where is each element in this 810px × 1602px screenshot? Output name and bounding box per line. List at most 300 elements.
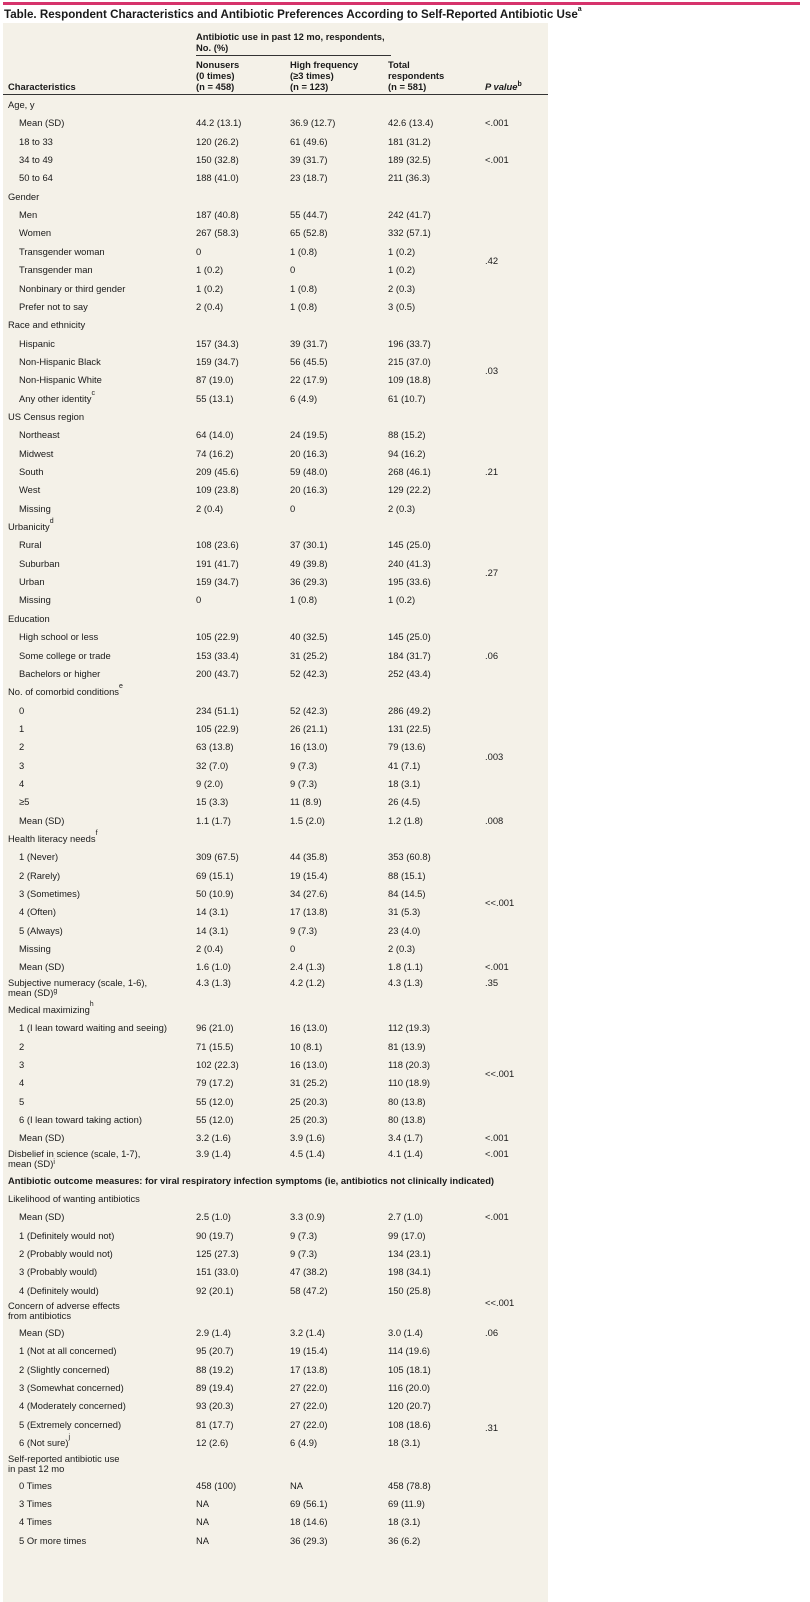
row-label: Missing bbox=[19, 502, 51, 514]
row-label: Missing bbox=[19, 943, 51, 955]
row-label: 50 to 64 bbox=[19, 172, 53, 184]
total-value: 18 (3.1) bbox=[388, 777, 421, 789]
row-label: Transgender man bbox=[19, 264, 93, 276]
table-row bbox=[3, 1416, 548, 1434]
table-row bbox=[3, 500, 548, 518]
table-row bbox=[3, 1263, 548, 1281]
high-frequency-value: 9 (7.3) bbox=[290, 1229, 318, 1241]
row-label: Mean (SD) bbox=[19, 1211, 65, 1223]
nonusers-value: 150 (32.8) bbox=[196, 154, 239, 166]
table-row bbox=[3, 1245, 548, 1263]
total-value: 18 (3.1) bbox=[388, 1437, 421, 1449]
nonusers-value: 90 (19.7) bbox=[196, 1229, 234, 1241]
nonusers-value: NA bbox=[196, 1516, 210, 1528]
total-value: 112 (19.3) bbox=[388, 1022, 431, 1034]
table-section-row bbox=[3, 977, 548, 1001]
nonusers-value: 234 (51.1) bbox=[196, 704, 239, 716]
row-label: Mean (SD) bbox=[19, 1132, 65, 1144]
high-frequency-value: 4.5 (1.4) bbox=[290, 1147, 325, 1159]
nonusers-value: 191 (41.7) bbox=[196, 557, 239, 569]
table-row bbox=[3, 922, 548, 940]
total-value: 150 (25.8) bbox=[388, 1284, 431, 1296]
total-value: 211 (36.3) bbox=[388, 172, 431, 184]
total-value: 286 (49.2) bbox=[388, 704, 431, 716]
row-label: 3 (Sometimes) bbox=[19, 888, 80, 900]
header-high-2: (≥3 times) bbox=[290, 70, 334, 81]
header-total-1: Total bbox=[388, 59, 410, 70]
header-high-3: (n = 123) bbox=[290, 81, 329, 92]
table-row bbox=[3, 1282, 548, 1300]
row-label: 4 bbox=[19, 777, 25, 789]
table-row bbox=[3, 1324, 548, 1342]
nonusers-value: 159 (34.7) bbox=[196, 355, 239, 367]
row-label: 5 bbox=[19, 1095, 25, 1107]
high-frequency-value: 3.9 (1.6) bbox=[290, 1132, 325, 1144]
table-row bbox=[3, 738, 548, 756]
table-section-row bbox=[3, 96, 548, 114]
table-row bbox=[3, 1434, 548, 1452]
high-frequency-value: 44 (35.8) bbox=[290, 851, 328, 863]
high-frequency-value: 1 (0.8) bbox=[290, 594, 318, 606]
total-value: 84 (14.5) bbox=[388, 888, 426, 900]
high-frequency-value: 16 (13.0) bbox=[290, 741, 328, 753]
group-p-value: <<.001 bbox=[485, 1296, 515, 1308]
row-label: Northeast bbox=[19, 429, 60, 441]
row-label: Hispanic bbox=[19, 337, 55, 349]
table-row bbox=[3, 280, 548, 298]
nonusers-value: 309 (67.5) bbox=[196, 851, 239, 863]
nonusers-value: 88 (19.2) bbox=[196, 1363, 234, 1375]
high-frequency-value: 31 (25.2) bbox=[290, 649, 328, 661]
total-value: 23 (4.0) bbox=[388, 924, 421, 936]
p-value: <.001 bbox=[485, 1132, 509, 1144]
row-label: 2 (Slightly concerned) bbox=[19, 1363, 110, 1375]
table-row bbox=[3, 940, 548, 958]
nonusers-value: 79 (17.2) bbox=[196, 1077, 234, 1089]
table-section-row bbox=[3, 518, 548, 536]
row-label: Mean (SD) bbox=[19, 1327, 65, 1339]
high-frequency-value: 20 (16.3) bbox=[290, 447, 328, 459]
nonusers-value: 81 (17.7) bbox=[196, 1418, 234, 1430]
total-value: 1.2 (1.8) bbox=[388, 814, 423, 826]
p-value: <.001 bbox=[485, 117, 509, 129]
nonusers-value: 109 (23.8) bbox=[196, 484, 239, 496]
high-frequency-value: 0 bbox=[290, 943, 296, 955]
nonusers-value: 105 (22.9) bbox=[196, 722, 239, 734]
total-value: 195 (33.6) bbox=[388, 576, 431, 588]
high-frequency-value: 52 (42.3) bbox=[290, 704, 328, 716]
total-value: 252 (43.4) bbox=[388, 667, 431, 679]
table-row bbox=[3, 445, 548, 463]
table-row bbox=[3, 353, 548, 371]
nonusers-value: 32 (7.0) bbox=[196, 759, 229, 771]
total-value: 189 (32.5) bbox=[388, 154, 431, 166]
row-label: 5 Or more times bbox=[19, 1534, 87, 1546]
total-value: 41 (7.1) bbox=[388, 759, 421, 771]
table-section-row bbox=[3, 1453, 548, 1477]
group-p-value: <.001 bbox=[485, 154, 509, 166]
table-row bbox=[3, 1342, 548, 1360]
nonusers-value: 188 (41.0) bbox=[196, 172, 239, 184]
row-label: South bbox=[19, 466, 44, 477]
table-row bbox=[3, 151, 548, 169]
table-row bbox=[3, 1477, 548, 1495]
p-value: .06 bbox=[485, 1327, 499, 1339]
high-frequency-value: 56 (45.5) bbox=[290, 355, 328, 367]
row-label: 34 to 49 bbox=[19, 154, 53, 166]
table-row bbox=[3, 298, 548, 316]
total-value: 88 (15.1) bbox=[388, 869, 426, 881]
total-value: 129 (22.2) bbox=[388, 484, 431, 496]
row-label: 3 Times bbox=[19, 1497, 52, 1509]
nonusers-value: 14 (3.1) bbox=[196, 906, 229, 918]
total-value: 2.7 (1.0) bbox=[388, 1211, 423, 1223]
high-frequency-value: 27 (22.0) bbox=[290, 1418, 328, 1430]
high-frequency-value: 10 (8.1) bbox=[290, 1040, 323, 1052]
table-row bbox=[3, 371, 548, 389]
high-frequency-value: 9 (7.3) bbox=[290, 1248, 318, 1259]
high-frequency-value: 6 (4.9) bbox=[290, 1437, 318, 1449]
row-label: 1 (Not at all concerned) bbox=[19, 1345, 117, 1357]
group-p-value: .42 bbox=[485, 255, 499, 267]
row-label: Men bbox=[19, 209, 38, 221]
row-label: 4 (Often) bbox=[19, 906, 56, 918]
row-label: West bbox=[19, 484, 41, 496]
total-value: 181 (31.2) bbox=[388, 135, 431, 147]
total-value: 61 (10.7) bbox=[388, 392, 426, 404]
row-label: Prefer not to say bbox=[19, 300, 88, 312]
nonusers-value: 125 (27.3) bbox=[196, 1248, 239, 1259]
total-value: 458 (78.8) bbox=[388, 1479, 431, 1491]
high-frequency-value: 4.2 (1.2) bbox=[290, 976, 325, 988]
table-row bbox=[3, 169, 548, 187]
row-label: Race and ethnicity bbox=[8, 319, 86, 331]
nonusers-value: 458 (100) bbox=[196, 1479, 237, 1491]
total-value: 4.1 (1.4) bbox=[388, 1147, 423, 1159]
total-value: 88 (15.2) bbox=[388, 429, 426, 441]
total-value: 42.6 (13.4) bbox=[388, 117, 434, 129]
table-row bbox=[3, 867, 548, 885]
row-label: Age, y bbox=[8, 99, 35, 110]
total-value: 1.8 (1.1) bbox=[388, 961, 423, 973]
table-row bbox=[3, 1093, 548, 1111]
p-value: <.001 bbox=[485, 1147, 509, 1159]
high-frequency-value: 37 (30.1) bbox=[290, 539, 328, 551]
nonusers-value: 55 (12.0) bbox=[196, 1095, 234, 1107]
row-label: Some college or trade bbox=[19, 649, 111, 661]
table-row bbox=[3, 720, 548, 738]
header-high-1: High frequency bbox=[290, 59, 359, 70]
table-row bbox=[3, 390, 548, 408]
table-row bbox=[3, 665, 548, 683]
nonusers-value: 74 (16.2) bbox=[196, 447, 234, 459]
row-label: Gender bbox=[8, 190, 40, 202]
high-frequency-value: 20 (16.3) bbox=[290, 484, 328, 496]
row-label: 2 bbox=[19, 741, 25, 753]
total-value: 145 (25.0) bbox=[388, 631, 431, 643]
total-value: 79 (13.6) bbox=[388, 741, 426, 753]
group-p-value: .06 bbox=[485, 649, 499, 661]
row-label: 1 (Never) bbox=[19, 851, 59, 863]
high-frequency-value: 19 (15.4) bbox=[290, 869, 328, 881]
total-value: 184 (31.7) bbox=[388, 649, 431, 661]
total-value: 99 (17.0) bbox=[388, 1229, 426, 1241]
high-frequency-value: 0 bbox=[290, 502, 296, 514]
high-frequency-value: 6 (4.9) bbox=[290, 392, 318, 404]
p-value: <.001 bbox=[485, 1211, 509, 1223]
nonusers-value: 50 (10.9) bbox=[196, 888, 234, 900]
nonusers-value: 69 (15.1) bbox=[196, 869, 234, 881]
nonusers-value: 93 (20.3) bbox=[196, 1400, 234, 1412]
table-section-row bbox=[3, 1300, 548, 1324]
table-row bbox=[3, 555, 548, 573]
total-value: 196 (33.7) bbox=[388, 337, 431, 349]
group-p-value: .31 bbox=[485, 1421, 499, 1433]
total-value: 2 (0.3) bbox=[388, 282, 416, 294]
nonusers-value: 157 (34.3) bbox=[196, 337, 239, 349]
total-value: 332 (57.1) bbox=[388, 227, 431, 239]
total-value: 3.0 (1.4) bbox=[388, 1327, 423, 1339]
row-label: 18 to 33 bbox=[19, 135, 53, 147]
high-frequency-value: 1 (0.8) bbox=[290, 282, 318, 294]
row-label: Self-reported antibiotic use in past 12 mo bbox=[8, 1452, 120, 1474]
nonusers-value: 200 (43.7) bbox=[196, 667, 239, 679]
table-row bbox=[3, 1495, 548, 1513]
row-label: 6 (I lean toward taking action) bbox=[19, 1113, 142, 1125]
row-label: 4 Times bbox=[19, 1516, 52, 1528]
high-frequency-value: 47 (38.2) bbox=[290, 1266, 328, 1278]
row-label: 2 bbox=[19, 1040, 25, 1052]
table-row bbox=[3, 1532, 548, 1550]
table-row bbox=[3, 1074, 548, 1092]
total-value: 215 (37.0) bbox=[388, 355, 431, 367]
high-frequency-value: NA bbox=[290, 1479, 304, 1491]
high-frequency-value: 25 (20.3) bbox=[290, 1095, 328, 1107]
row-label: Health literacy needs$^f$ bbox=[8, 830, 98, 844]
nonusers-value: 4.3 (1.3) bbox=[196, 976, 231, 988]
table-row bbox=[3, 1379, 548, 1397]
nonusers-value: 151 (33.0) bbox=[196, 1266, 239, 1278]
table-row bbox=[3, 757, 548, 775]
high-frequency-value: 17 (13.8) bbox=[290, 1363, 328, 1375]
table-row bbox=[3, 335, 548, 353]
table-section-row bbox=[3, 610, 548, 628]
high-frequency-value: 1 (0.8) bbox=[290, 245, 318, 257]
table-row bbox=[3, 702, 548, 720]
row-label: 3 bbox=[19, 759, 25, 771]
table-row bbox=[3, 224, 548, 242]
high-frequency-value: 9 (7.3) bbox=[290, 924, 318, 936]
high-frequency-value: 39 (31.7) bbox=[290, 337, 328, 349]
row-label: 0 bbox=[19, 704, 25, 716]
row-label: Rural bbox=[19, 539, 42, 551]
total-value: 145 (25.0) bbox=[388, 539, 431, 551]
group-p-value: .27 bbox=[485, 567, 499, 579]
nonusers-value: 1.1 (1.7) bbox=[196, 814, 231, 826]
header-total-2: respondents bbox=[388, 70, 445, 81]
high-frequency-value: 25 (20.3) bbox=[290, 1113, 328, 1125]
nonusers-value: 96 (21.0) bbox=[196, 1022, 234, 1034]
high-frequency-value: 31 (25.2) bbox=[290, 1077, 328, 1089]
group-p-value: <<.001 bbox=[485, 1068, 515, 1080]
nonusers-value: 3.9 (1.4) bbox=[196, 1147, 231, 1159]
high-frequency-value: 23 (18.7) bbox=[290, 172, 328, 184]
table-row bbox=[3, 958, 548, 976]
row-label: 0 Times bbox=[19, 1479, 52, 1491]
row-label: Mean (SD) bbox=[19, 961, 65, 973]
table-row bbox=[3, 1129, 548, 1147]
high-frequency-value: 49 (39.8) bbox=[290, 557, 328, 569]
row-label: Urban bbox=[19, 576, 45, 588]
row-label: Transgender woman bbox=[19, 245, 105, 257]
nonusers-value: 1 (0.2) bbox=[196, 264, 224, 276]
table-row bbox=[3, 426, 548, 444]
table-row bbox=[3, 481, 548, 499]
nonusers-value: 15 (3.3) bbox=[196, 796, 229, 808]
row-label: Non-Hispanic Black bbox=[19, 355, 101, 367]
row-label: High school or less bbox=[19, 631, 99, 643]
table-section-row bbox=[3, 188, 548, 206]
table-section-row bbox=[3, 1190, 548, 1208]
high-frequency-value: 61 (49.6) bbox=[290, 135, 328, 147]
high-frequency-value: 65 (52.8) bbox=[290, 227, 328, 239]
high-frequency-value: 34 (27.6) bbox=[290, 888, 328, 900]
p-value: <.001 bbox=[485, 961, 509, 973]
table-section-row bbox=[3, 1001, 548, 1019]
row-label: Mean (SD) bbox=[19, 117, 65, 129]
high-frequency-value: 9 (7.3) bbox=[290, 759, 318, 771]
table-row bbox=[3, 903, 548, 921]
table-row bbox=[3, 885, 548, 903]
total-value: 36 (6.2) bbox=[388, 1534, 421, 1546]
table-row bbox=[3, 261, 548, 279]
total-value: 2 (0.3) bbox=[388, 943, 416, 955]
row-label: Mean (SD) bbox=[19, 814, 65, 826]
nonusers-value: 92 (20.1) bbox=[196, 1284, 234, 1296]
total-value: 353 (60.8) bbox=[388, 851, 431, 863]
nonusers-value: 102 (22.3) bbox=[196, 1058, 239, 1070]
high-frequency-value: 3.3 (0.9) bbox=[290, 1211, 325, 1223]
total-value: 114 (19.6) bbox=[388, 1345, 431, 1357]
group-p-value: .21 bbox=[485, 466, 499, 478]
row-label: Urbanicity$^d$ bbox=[8, 518, 54, 533]
table-row bbox=[3, 1513, 548, 1531]
row-label: No. of comorbid conditions$^e$ bbox=[8, 683, 123, 698]
row-label: Likelihood of wanting antibiotics bbox=[8, 1192, 140, 1204]
table-row bbox=[3, 1208, 548, 1226]
total-value: 116 (20.0) bbox=[388, 1382, 431, 1394]
total-value: 3 (0.5) bbox=[388, 300, 416, 312]
total-value: 4.3 (1.3) bbox=[388, 976, 423, 988]
table-row bbox=[3, 1361, 548, 1379]
total-value: 18 (3.1) bbox=[388, 1516, 421, 1528]
header-characteristics: Characteristics bbox=[8, 81, 76, 92]
nonusers-value: 3.2 (1.6) bbox=[196, 1132, 231, 1144]
nonusers-value: 2 (0.4) bbox=[196, 943, 224, 955]
high-frequency-value: 40 (32.5) bbox=[290, 631, 328, 643]
table-row bbox=[3, 1397, 548, 1415]
total-value: 81 (13.9) bbox=[388, 1040, 426, 1052]
high-frequency-value: 0 bbox=[290, 264, 296, 276]
total-value: 198 (34.1) bbox=[388, 1266, 431, 1278]
total-value: 268 (46.1) bbox=[388, 466, 431, 477]
table-row bbox=[3, 1019, 548, 1037]
table-row bbox=[3, 536, 548, 554]
total-value: 108 (18.6) bbox=[388, 1418, 431, 1430]
row-label: Suburban bbox=[19, 557, 60, 569]
total-value: 109 (18.8) bbox=[388, 374, 431, 386]
total-value: 1 (0.2) bbox=[388, 264, 416, 276]
row-label: 3 (Somewhat concerned) bbox=[19, 1382, 124, 1394]
nonusers-value: 2 (0.4) bbox=[196, 502, 224, 514]
header-pvalue: P value$^b$ bbox=[485, 81, 522, 92]
total-value: 131 (22.5) bbox=[388, 722, 431, 734]
nonusers-value: 209 (45.6) bbox=[196, 466, 239, 477]
nonusers-value: 0 bbox=[196, 245, 202, 257]
nonusers-value: 95 (20.7) bbox=[196, 1345, 234, 1357]
high-frequency-value: 19 (15.4) bbox=[290, 1345, 328, 1357]
nonusers-value: 2.9 (1.4) bbox=[196, 1327, 231, 1339]
total-value: 134 (23.1) bbox=[388, 1248, 431, 1259]
high-frequency-value: 16 (13.0) bbox=[290, 1058, 328, 1070]
row-label: Non-Hispanic White bbox=[19, 374, 102, 386]
high-frequency-value: 11 (8.9) bbox=[290, 796, 322, 808]
table-row bbox=[3, 1227, 548, 1245]
row-label: 5 (Extremely concerned) bbox=[19, 1418, 122, 1430]
nonusers-value: 44.2 (13.1) bbox=[196, 117, 242, 129]
table-section-row bbox=[3, 683, 548, 701]
high-frequency-value: 22 (17.9) bbox=[290, 374, 328, 386]
row-label: 4 (Definitely would) bbox=[19, 1284, 99, 1296]
nonusers-value: 1.6 (1.0) bbox=[196, 961, 231, 973]
table-title: Table. Respondent Characteristics and Antibiotic Preferences According to Self-Reported Antibiotic Use$^a$ bbox=[4, 6, 582, 21]
header-nonusers-2: (0 times) bbox=[196, 70, 235, 81]
nonusers-value: 187 (40.8) bbox=[196, 209, 239, 221]
high-frequency-value: 1 (0.8) bbox=[290, 300, 318, 312]
table-row bbox=[3, 775, 548, 793]
nonusers-value: 267 (58.3) bbox=[196, 227, 239, 239]
row-label: US Census region bbox=[8, 410, 85, 422]
row-label: Antibiotic outcome measures: for viral respiratory infection symptoms (ie, antibiotics not clinically indicated) bbox=[8, 1174, 495, 1186]
row-label: 1 bbox=[19, 722, 25, 734]
table-section-row bbox=[3, 1172, 548, 1190]
row-label: 4 (Moderately concerned) bbox=[19, 1400, 126, 1412]
high-frequency-value: 2.4 (1.3) bbox=[290, 961, 325, 973]
header-group-line1: Antibiotic use in past 12 mo, respondents, bbox=[196, 31, 385, 42]
row-label: 1 (Definitely would not) bbox=[19, 1229, 115, 1241]
group-p-value: .03 bbox=[485, 365, 499, 377]
table-row bbox=[3, 591, 548, 609]
header-nonusers-1: Nonusers bbox=[196, 59, 240, 70]
total-value: 110 (18.9) bbox=[388, 1077, 431, 1089]
nonusers-value: 12 (2.6) bbox=[196, 1437, 229, 1449]
row-label: 3 bbox=[19, 1058, 25, 1070]
total-value: 2 (0.3) bbox=[388, 502, 416, 514]
row-label: 5 (Always) bbox=[19, 924, 63, 936]
row-label: Nonbinary or third gender bbox=[19, 282, 126, 294]
table-row bbox=[3, 1056, 548, 1074]
high-frequency-value: 9 (7.3) bbox=[290, 777, 318, 789]
total-value: 1 (0.2) bbox=[388, 245, 416, 257]
high-frequency-value: 26 (21.1) bbox=[290, 722, 328, 734]
header-total-3: (n = 581) bbox=[388, 81, 427, 92]
row-label: Education bbox=[8, 612, 50, 624]
nonusers-value: 0 bbox=[196, 594, 202, 606]
total-value: 240 (41.3) bbox=[388, 557, 431, 569]
total-value: 1 (0.2) bbox=[388, 594, 416, 606]
nonusers-value: 89 (19.4) bbox=[196, 1382, 234, 1394]
table-row bbox=[3, 463, 548, 481]
